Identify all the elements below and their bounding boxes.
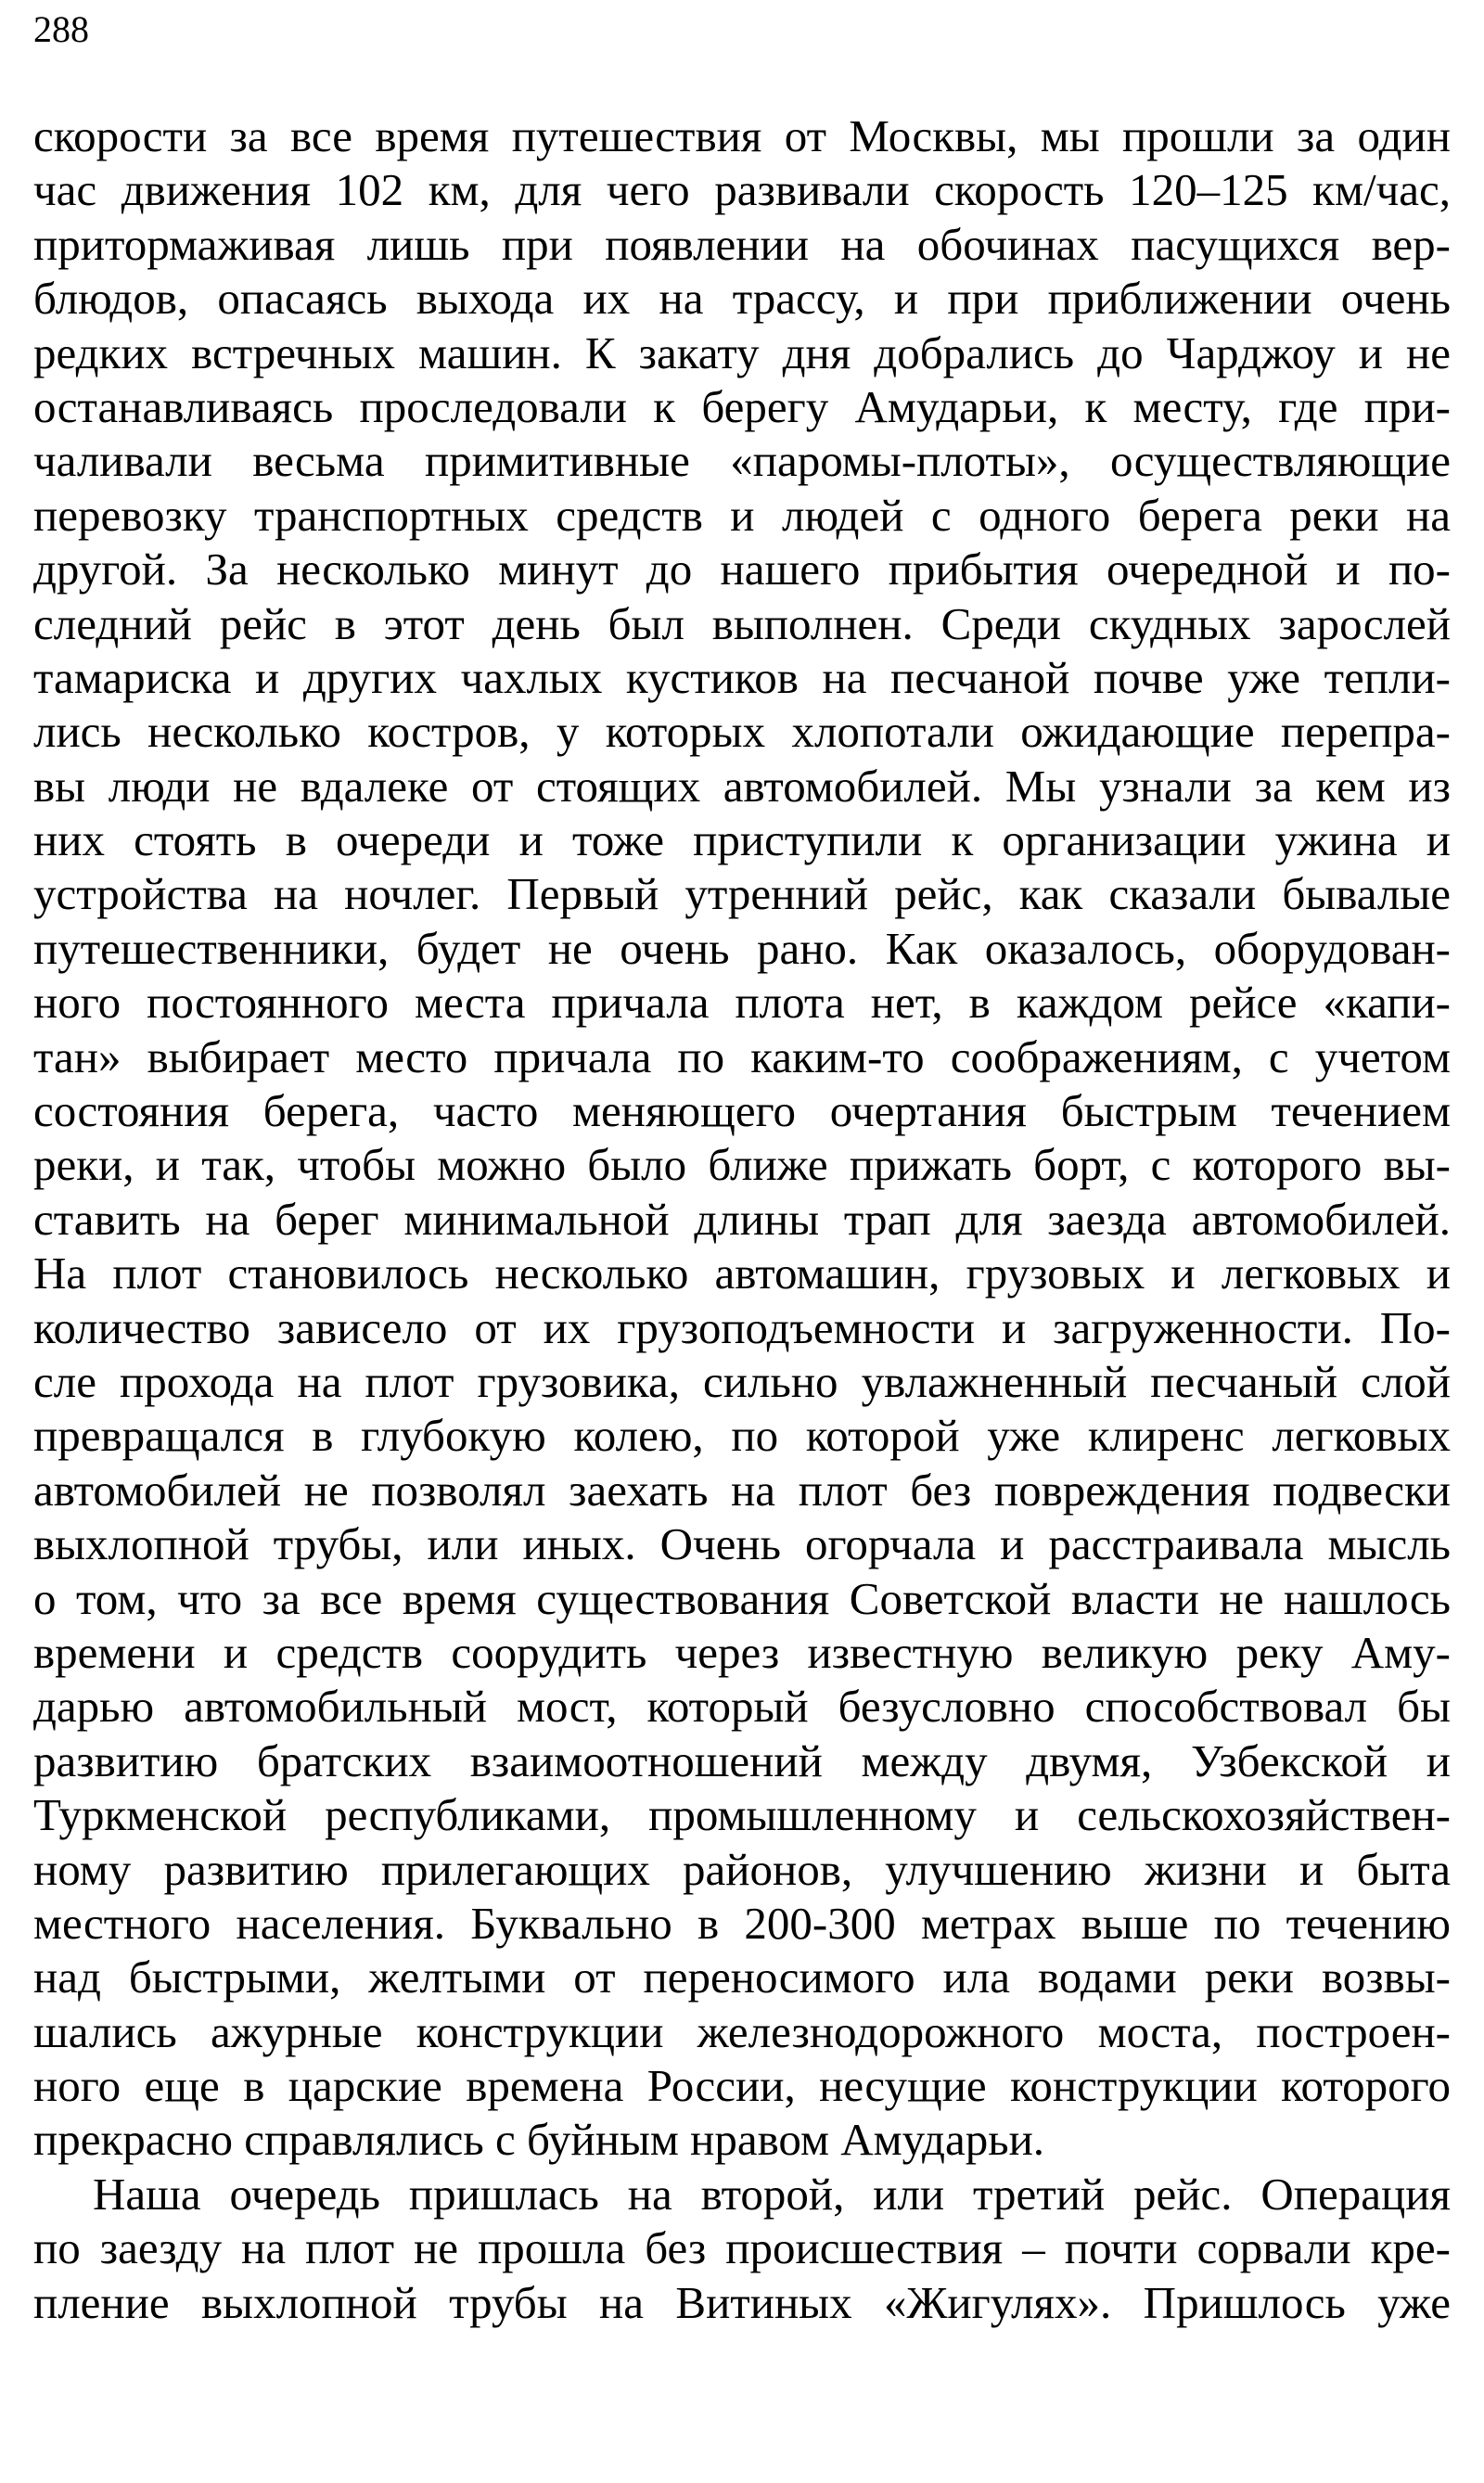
- text-line: над быстрыми, желтыми от переносимого ила водами реки возвы-: [33, 1952, 1451, 2003]
- text-line: ному развитию прилегающих районов, улучшению жизни и быта: [33, 1843, 1451, 1895]
- text-line: лись несколько костров, у которых хлопотали ожидающие перепра-: [33, 706, 1451, 758]
- text-line: ного еще в царские времена России, несущие конструкции которого: [33, 2060, 1451, 2112]
- text-line: местного населения. Буквально в 200-300 метрах выше по течению: [33, 1897, 1451, 1949]
- text-line: чаливали весьма примитивные «паромы-плоты», осуществляющие: [33, 435, 1451, 487]
- text-line: час движения 102 км, для чего развивали скорость 120–125 км/час,: [33, 164, 1451, 216]
- text-line: реки, и так, чтобы можно было ближе прижать борт, с которого вы-: [33, 1139, 1451, 1191]
- text-line: них стоять в очереди и тоже приступили к организации ужина и: [33, 814, 1451, 866]
- text-line: вы люди не вдалеке от стоящих автомобилей. Мы узнали за кем из: [33, 760, 1451, 812]
- text-line: дарью автомобильный мост, который безусловно способствовал бы: [33, 1681, 1451, 1733]
- text-line: другой. За несколько минут до нашего прибытия очередной и по-: [33, 544, 1451, 595]
- text-line: притормаживая лишь при появлении на обочинах пасущихся вер-: [33, 218, 1451, 270]
- text-line: количество зависело от их грузоподъемности и загруженности. По-: [33, 1301, 1451, 1353]
- paragraph: [33, 2168, 1451, 2330]
- text-line: тан» выбирает место причала по каким-то соображениям, с учетом: [33, 1030, 1451, 1082]
- text-line: пление выхлопной трубы на Витиных «Жигулях». Пришлось уже: [33, 2276, 1451, 2328]
- text-line: следний рейс в этот день был выполнен. Среди скудных зарослей: [33, 597, 1451, 649]
- text-line: перевозку транспортных средств и людей с одного берега реки на: [33, 489, 1451, 541]
- text-line: блюдов, опасаясь выхода их на трассу, и при приближении очень: [33, 273, 1451, 325]
- text-line: по заезду на плот не прошла без происшествия – почти сорвали кре-: [33, 2222, 1451, 2274]
- text-line: На плот становилось несколько автомашин, грузовых и легковых и: [33, 1248, 1451, 1299]
- text-line: о том, что за все время существования Советской власти не нашлось: [33, 1572, 1451, 1624]
- page-number: 288: [33, 8, 89, 50]
- text-line: сле прохода на плот грузовика, сильно увлажненный песчаный слой: [33, 1355, 1451, 1407]
- text-line: шались ажурные конструкции железнодорожного моста, построен-: [33, 2005, 1451, 2057]
- paragraph: [33, 109, 1451, 2168]
- text-line: состояния берега, часто меняющего очертания быстрым течением: [33, 1085, 1451, 1137]
- text-line: автомобилей не позволял заехать на плот без повреждения подвески: [33, 1464, 1451, 1516]
- text-line: Наша очередь пришлась на второй, или третий рейс. Операция: [93, 2168, 1451, 2220]
- text-line: редких встречных машин. К закату дня добрались до Чарджоу и не: [33, 326, 1451, 378]
- text-line: превращался в глубокую колею, по которой уже клиренс легковых: [33, 1410, 1451, 1462]
- text-line: устройства на ночлег. Первый утренний рейс, как сказали бывалые: [33, 868, 1451, 920]
- text-line: прекрасно справлялись с буйным нравом Амударьи.: [33, 2114, 1045, 2166]
- text-line: скорости за все время путешествия от Москвы, мы прошли за один: [33, 110, 1451, 161]
- text-line: развитию братских взаимоотношений между двумя, Узбекской и: [33, 1734, 1451, 1786]
- text-line: путешественники, будет не очень рано. Как оказалось, оборудован-: [33, 922, 1451, 974]
- text-line: времени и средств соорудить через известную великую реку Аму-: [33, 1626, 1451, 1678]
- text-line: ставить на берег минимальной длины трап для заезда автомобилей.: [33, 1193, 1451, 1245]
- text-line: ного постоянного места причала плота нет, в каждом рейсе «капи-: [33, 977, 1451, 1029]
- text-line: выхлопной трубы, или иных. Очень огорчала и расстраивала мысль: [33, 1518, 1451, 1570]
- body-text: [33, 109, 1451, 2330]
- text-line: Туркменской республиками, промышленному и сельскохозяйствен-: [33, 1789, 1451, 1841]
- text-line: останавливаясь проследовали к берегу Амударьи, к месту, где при-: [33, 380, 1451, 432]
- text-line: тамариска и других чахлых кустиков на песчаной почве уже тепли-: [33, 651, 1451, 703]
